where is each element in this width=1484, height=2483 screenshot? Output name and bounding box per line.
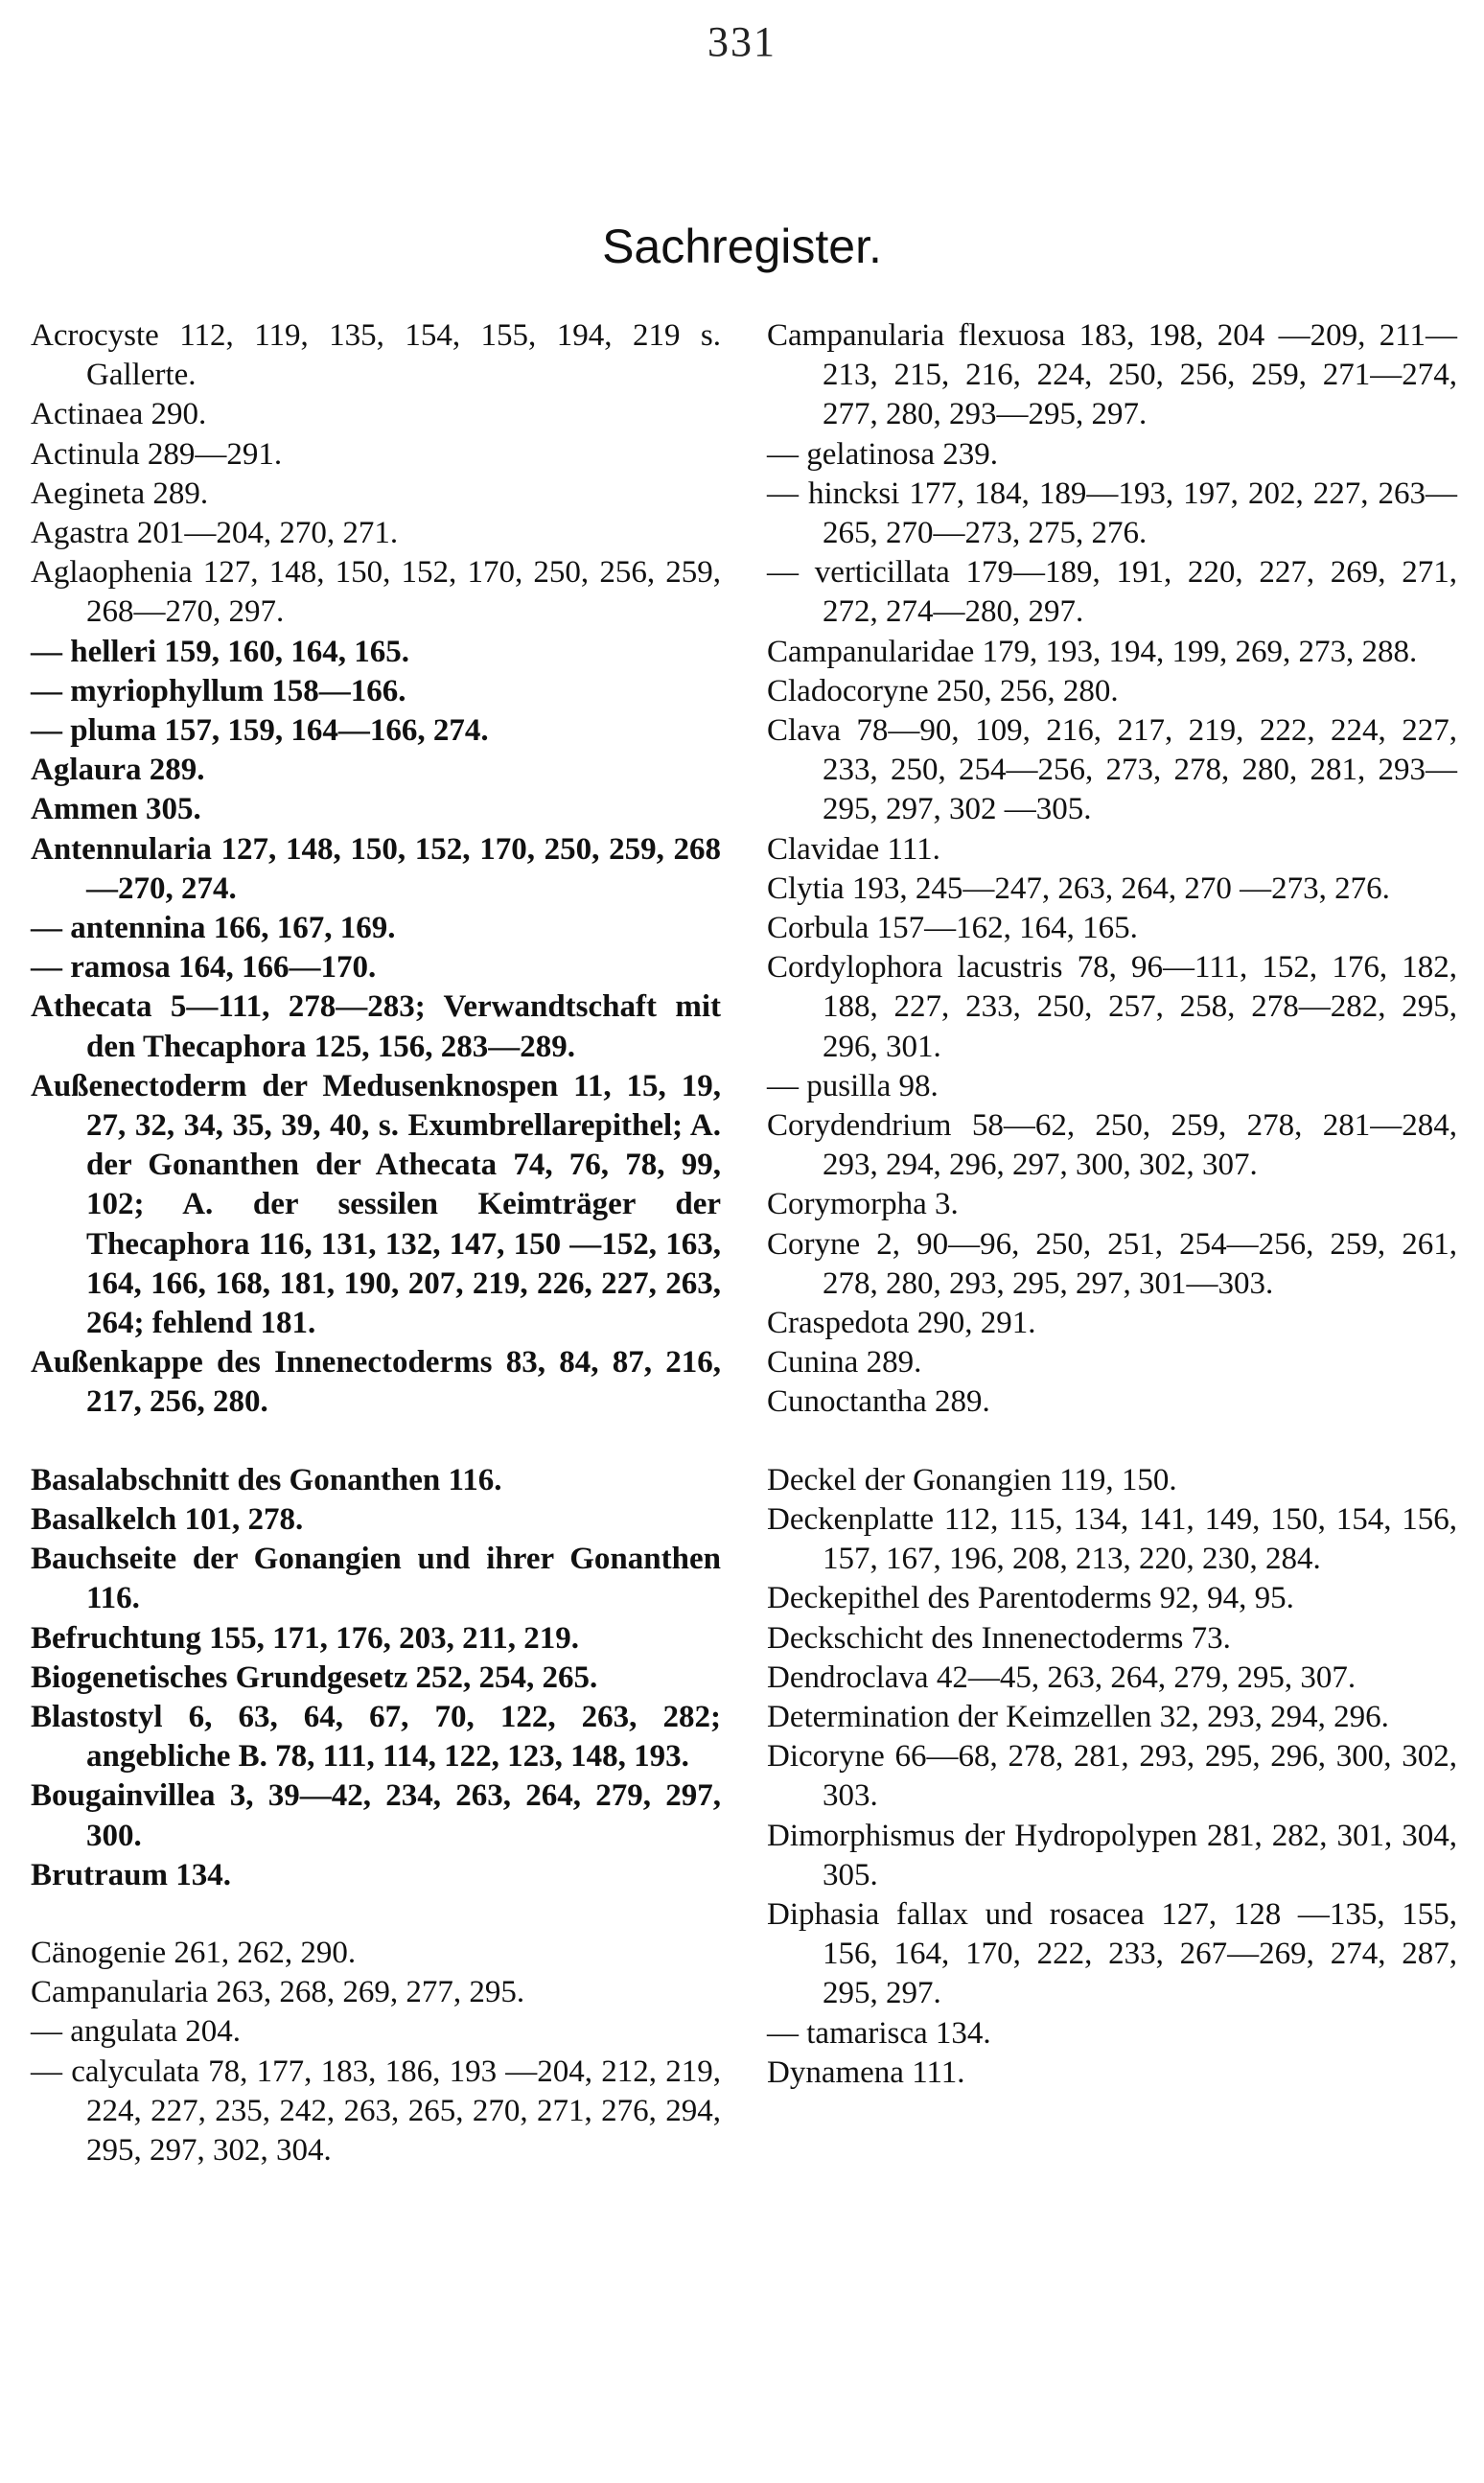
index-entry: — angulata 204. [31, 2014, 242, 2050]
index-entry: Blastostyl 6, 63, 64, 67, 70, 122, 263, 282; angebliche B. 78, 111, 114, 122, 123, 148, 193. [31, 1699, 721, 1775]
index-entry: Cordylophora lacustris 78, 96—111, 152, 176, 182, 188, 227, 233, 250, 257, 258, 278—282, 295, 296, 301. [767, 950, 1457, 1064]
index-entry: Deckepithel des Parentoderms 92, 94, 95. [767, 1581, 1294, 1616]
index-column-right [767, 316, 1457, 2093]
index-entry: Cänogenie 261, 262, 290. [31, 1935, 357, 1970]
index-entry: — tamarisca 134. [767, 2015, 991, 2051]
index-entry: — calyculata 78, 177, 183, 186, 193 —204, 212, 219, 224, 227, 235, 242, 263, 265, 270, 271, 276, 294, 295, 297, 302, 304. [31, 2054, 721, 2168]
index-entry: Coryne 2, 90—96, 250, 251, 254—256, 259, 261, 278, 280, 293, 295, 297, 301—303. [767, 1226, 1457, 1301]
index-entry: Campanularia 263, 268, 269, 277, 295. [31, 1975, 525, 2010]
index-entry: Agastra 201—204, 270, 271. [31, 516, 399, 551]
index-entry: Clava 78—90, 109, 216, 217, 219, 222, 224, 227, 233, 250, 254—256, 273, 278, 280, 281, 293—295, 297, 302 —305. [767, 713, 1457, 827]
index-entry: Dimorphismus der Hydropolypen 281, 282, 301, 304, 305. [767, 1818, 1457, 1892]
page-title: Sachregister. [602, 220, 882, 273]
index-entry: Außenkappe des Innenectoderms 83, 84, 87, 216, 217, 256, 280. [31, 1345, 721, 1420]
index-entry: Actinaea 290. [31, 397, 207, 432]
index-entry: — pusilla 98. [767, 1068, 939, 1103]
index-entry: Biogenetisches Grundgesetz 252, 254, 265. [31, 1659, 598, 1695]
index-entry: Clytia 193, 245—247, 263, 264, 270 —273, 276. [767, 870, 1390, 906]
index-entry: Dynamena 111. [767, 2054, 965, 2090]
index-entry: — ramosa 164, 166—170. [31, 950, 377, 986]
index-entry: Corbula 157—162, 164, 165. [767, 911, 1138, 946]
index-entry: Determination der Keimzellen 32, 293, 294, 296. [767, 1699, 1389, 1734]
index-entry: Dendroclava 42—45, 263, 264, 279, 295, 307. [767, 1659, 1356, 1695]
index-entry: — hincksi 177, 184, 189—193, 197, 202, 227, 263—265, 270—273, 275, 276. [767, 476, 1457, 551]
index-entry: Cladocoryne 250, 256, 280. [767, 673, 1119, 708]
index-entry: Dicoryne 66—68, 278, 281, 293, 295, 296, 300, 302, 303. [767, 1739, 1457, 1814]
index-entry: Aglaophenia 127, 148, 150, 152, 170, 250, 256, 259, 268—270, 297. [31, 555, 721, 630]
index-entry: Campanularia flexuosa 183, 198, 204 —209, 211—213, 215, 216, 224, 250, 256, 259, 271—274, 277, 280, 293—295, 297. [767, 318, 1457, 432]
index-entry: Basalkelch 101, 278. [31, 1501, 304, 1537]
page-number: 331 [707, 18, 777, 65]
index-entry: Corydendrium 58—62, 250, 259, 278, 281—284, 293, 294, 296, 297, 300, 302, 307. [767, 1108, 1457, 1183]
index-entry: — myriophyllum 158—166. [31, 673, 406, 708]
index-entry: Deckenplatte 112, 115, 134, 141, 149, 150, 154, 156, 157, 167, 196, 208, 213, 220, 230, 284. [767, 1501, 1457, 1577]
index-entry: Craspedota 290, 291. [767, 1306, 1036, 1341]
index-entry: Acrocyste 112, 119, 135, 154, 155, 194, 219 s. Gallerte. [31, 318, 721, 393]
index-entry: Cunina 289. [767, 1345, 922, 1381]
index-entry: Corymorpha 3. [767, 1187, 959, 1222]
index-entry: Basalabschnitt des Gonanthen 116. [31, 1462, 502, 1497]
index-entry: Deckschicht des Innenectoderms 73. [767, 1620, 1231, 1656]
index-entry: — helleri 159, 160, 164, 165. [31, 634, 410, 669]
index-entry: Athecata 5—111, 278—283; Verwandtschaft mit den Thecaphora 125, 156, 283—289. [31, 989, 721, 1064]
index-column-left [31, 316, 721, 2170]
index-entry: Campanularidae 179, 193, 194, 199, 269, 273, 288. [767, 634, 1418, 669]
index-entry: Aegineta 289. [31, 476, 209, 511]
index-entry: Aglaura 289. [31, 753, 205, 788]
index-entry: Befruchtung 155, 171, 176, 203, 211, 219. [31, 1620, 580, 1656]
index-entry: Clavidae 111. [767, 831, 940, 867]
index-entry: — gelatinosa 239. [767, 436, 999, 472]
index-entry: Deckel der Gonangien 119, 150. [767, 1462, 1177, 1497]
index-entry: — antennina 166, 167, 169. [31, 911, 396, 946]
index-entry: Bauchseite der Gonangien und ihrer Gonanthen 116. [31, 1542, 721, 1616]
index-entry: — pluma 157, 159, 164—166, 274. [31, 713, 489, 749]
index-entry: Actinula 289—291. [31, 436, 283, 472]
index-entry: Brutraum 134. [31, 1857, 231, 1892]
index-entry: Bougainvillea 3, 39—42, 234, 263, 264, 279, 297, 300. [31, 1778, 721, 1853]
index-entry: — verticillata 179—189, 191, 220, 227, 269, 271, 272, 274—280, 297. [767, 555, 1457, 630]
index-entry: Ammen 305. [31, 792, 201, 827]
index-entry: Diphasia fallax und rosacea 127, 128 —135, 155, 156, 164, 170, 222, 233, 267—269, 274, 287, 295, 297. [767, 1896, 1457, 2011]
index-entry: Antennularia 127, 148, 150, 152, 170, 250, 259, 268—270, 274. [31, 831, 721, 906]
index-entry: Cunoctantha 289. [767, 1384, 990, 1420]
index-entry: Außenectoderm der Medusenknospen 11, 15, 19, 27, 32, 34, 35, 39, 40, s. Exumbrellarepithel; A. der Gonanthen der Athecata 74, 76, 78, 99, 102; A. der sessilen Keimträger der Thecaphora 116, 131, 132, 147, 150 —152, 163, 164, 166, 168, 181, 190, 207, 219, 226, 227, 263, 264; fehlend 181. [31, 1068, 721, 1341]
